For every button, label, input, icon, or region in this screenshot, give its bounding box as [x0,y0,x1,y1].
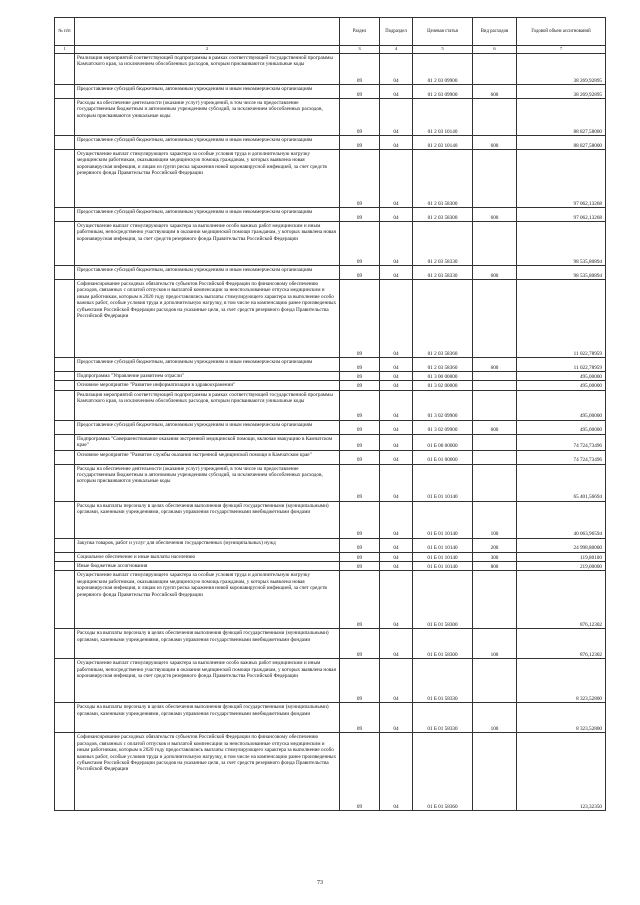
row-name-cell: Софинансирование расходных обязательств субъектов Российской Федерации по финансовому обеспечению расходов, связанных с оплатой отпусков и выплатой компенсации за неиспользованные отпуска медицинским и иным работникам, которым в 2020 году предоставлялись выплаты стимулирующего характера за выполнение особо важных работ, особые условия труда и дополнительную нагрузку, в том числе на компенсацию ранее произведенных субъектами Российской Федерации расходов на указанные цели, за счет средств резервного фонда Правительства Российской Федерации [75,280,340,358]
row-target-article-cell: 01 Б 01 58330 [413,703,473,733]
row-section-cell: 09 [340,450,380,464]
row-amount-cell: 8 323,52800 [517,703,606,733]
row-target-article-cell: 01 Б 01 58330 [413,659,473,703]
row-amount-cell: 38 269,92895 [517,54,606,85]
row-subsection-cell: 04 [380,538,413,552]
row-amount-cell: 97 062,13268 [517,208,606,222]
col-number-7: 7 [517,46,606,54]
row-number-cell [55,733,75,811]
row-section-cell: 09 [340,464,380,501]
col-header-target-article: Целевая статья [413,18,473,46]
row-amount-cell: 495,00000 [517,390,606,420]
row-name-cell: Предоставление субсидий бюджетным, автономным учреждениям и иным некоммерческим организациям [75,358,340,372]
row-target-article-cell: 01 2 03 09900 [413,54,473,85]
row-amount-cell: 38 269,92895 [517,85,606,99]
row-section-cell: 09 [340,372,380,381]
row-subsection-cell: 04 [380,280,413,358]
row-number-cell [55,420,75,434]
row-number-cell [55,54,75,85]
row-amount-cell: 876,12302 [517,571,606,629]
table-row [55,390,606,420]
row-name-cell: Предоставление субсидий бюджетным, автономным учреждениям и иным некоммерческим организациям [75,85,340,99]
row-target-article-cell: 01 Б 01 10140 [413,552,473,561]
row-target-article-cell: 01 2 03 58360 [413,280,473,358]
row-name-cell: Осуществление выплат стимулирующего характера за особые условия труда и дополнительную нагрузку медицинским работникам, оказывающим медицинскую помощь гражданам, у которых выявлена новая коронавирусная инфекция, и лицам из групп риска заражения новой коронавирусной инфекцией, за счет средств резервного фонда Правительства Российской Федерации [75,571,340,629]
row-expense-type-cell: 600 [473,85,517,99]
row-subsection-cell: 04 [380,390,413,420]
row-number-cell [55,150,75,208]
col-number-3: 3 [340,46,380,54]
row-subsection-cell: 04 [380,136,413,150]
row-amount-cell: 65 401,56694 [517,464,606,501]
row-name-cell: Осуществление выплат стимулирующего характера за выполнение особо важных работ медицинским и иным работникам, непосредственно участвующим в оказании медицинской помощи гражданам, у которых выявлена новая коронавирусная инфекция, за счет средств резервного фонда Правительства Российской Федерации [75,659,340,703]
col-header-name [75,18,340,46]
col-number-1: 1 [55,46,75,54]
row-number-cell [55,562,75,571]
table-row [55,381,606,390]
row-name-cell: Расходы на обеспечение деятельности (оказание услуг) учреждений, в том числе на предоставление государственным бюджетным и автономным учреждениям субсидий, за исключением обособленных расходов, которым присваиваются уникальные коды [75,99,340,136]
table-row [55,420,606,434]
row-section-cell: 09 [340,136,380,150]
row-target-article-cell: 01 2 03 10140 [413,99,473,136]
row-subsection-cell: 04 [380,208,413,222]
row-amount-cell: 495,00000 [517,381,606,390]
table-row [55,136,606,150]
row-subsection-cell: 04 [380,150,413,208]
row-section-cell: 09 [340,99,380,136]
row-target-article-cell: 01 Б 01 00000 [413,450,473,464]
table-row [55,552,606,561]
row-subsection-cell: 04 [380,85,413,99]
row-expense-type-cell: 600 [473,208,517,222]
header-row [55,18,606,46]
row-subsection-cell: 04 [380,629,413,659]
table-row [55,450,606,464]
col-number-4: 4 [380,46,413,54]
row-number-cell [55,358,75,372]
row-section-cell: 09 [340,629,380,659]
row-section-cell: 09 [340,358,380,372]
row-number-cell [55,372,75,381]
row-amount-cell: 74 724,73496 [517,450,606,464]
row-subsection-cell: 04 [380,266,413,280]
row-section-cell: 09 [340,390,380,420]
table-row [55,571,606,629]
row-target-article-cell: 01 Б 01 10140 [413,501,473,538]
row-target-article-cell: 01 2 03 58360 [413,358,473,372]
row-amount-cell: 123,32350 [517,733,606,811]
row-expense-type-cell: 200 [473,538,517,552]
row-section-cell: 09 [340,501,380,538]
row-number-cell [55,136,75,150]
row-expense-type-cell [473,659,517,703]
row-amount-cell: 219,00000 [517,562,606,571]
row-expense-type-cell: 600 [473,136,517,150]
row-subsection-cell: 04 [380,450,413,464]
row-name-cell: Иные бюджетные ассигнования [75,562,340,571]
row-name-cell: Расходы на выплаты персоналу в целях обеспечения выполнения функций государственными (муниципальными) органами, казенными учреждениями, органами управления государственными внебюджетными фондами [75,703,340,733]
row-expense-type-cell: 100 [473,501,517,538]
table-row [55,733,606,811]
row-section-cell: 09 [340,208,380,222]
row-number-cell [55,390,75,420]
row-target-article-cell: 01 2 03 58300 [413,150,473,208]
table-row [55,372,606,381]
row-subsection-cell: 04 [380,501,413,538]
row-expense-type-cell [473,464,517,501]
row-amount-cell: 495,00000 [517,372,606,381]
row-expense-type-cell [473,280,517,358]
row-subsection-cell: 04 [380,552,413,561]
row-number-cell [55,99,75,136]
table-row [55,562,606,571]
row-expense-type-cell [473,381,517,390]
row-name-cell: Реализация мероприятий соответствующей подпрограммы в рамках соответствующей государственной программы Камчатского края, за исключением обособленных расходов, которым присваиваются уникальные коды [75,54,340,85]
row-number-cell [55,552,75,561]
row-section-cell: 09 [340,434,380,450]
row-number-cell [55,464,75,501]
row-section-cell: 09 [340,85,380,99]
row-number-cell [55,538,75,552]
table-row [55,266,606,280]
row-name-cell: Предоставление субсидий бюджетным, автономным учреждениям и иным некоммерческим организациям [75,136,340,150]
col-number-5: 5 [413,46,473,54]
row-expense-type-cell [473,222,517,266]
row-section-cell: 09 [340,222,380,266]
row-section-cell: 09 [340,54,380,85]
col-header-expense-type: Вид расходов [473,18,517,46]
row-amount-cell: 8 323,52800 [517,659,606,703]
row-expense-type-cell [473,99,517,136]
row-number-cell [55,222,75,266]
table-row [55,434,606,450]
row-section-cell: 09 [340,150,380,208]
row-expense-type-cell: 100 [473,629,517,659]
row-expense-type-cell: 100 [473,703,517,733]
row-section-cell: 09 [340,562,380,571]
row-section-cell: 09 [340,733,380,811]
row-amount-cell: 876,12302 [517,629,606,659]
row-number-cell [55,85,75,99]
row-subsection-cell: 04 [380,434,413,450]
table-row [55,538,606,552]
row-number-cell [55,659,75,703]
row-target-article-cell: 01 Б 01 58360 [413,733,473,811]
row-expense-type-cell: 800 [473,562,517,571]
row-expense-type-cell [473,390,517,420]
row-number-cell [55,208,75,222]
row-expense-type-cell [473,150,517,208]
row-name-cell: Осуществление выплат стимулирующего характера за особые условия труда и дополнительную нагрузку медицинским работникам, оказывающим медицинскую помощь гражданам, у которых выявлена новая коронавирусная инфекция, и лицам из групп риска заражения новой коронавирусной инфекцией, за счет средств резервного фонда Правительства Российской Федерации [75,150,340,208]
row-section-cell: 09 [340,280,380,358]
row-target-article-cell: 01 3 02 09900 [413,390,473,420]
row-amount-cell: 98 535,80894 [517,266,606,280]
row-amount-cell: 74 724,73496 [517,434,606,450]
table-row [55,703,606,733]
row-amount-cell: 88 827,58000 [517,99,606,136]
row-amount-cell: 495,00000 [517,420,606,434]
row-section-cell: 09 [340,420,380,434]
row-section-cell: 09 [340,538,380,552]
row-name-cell: Подпрограмма "Совершенствование оказания экстренной медицинской помощи, включая эвакуацию в Камчатском крае" [75,434,340,450]
table-row [55,659,606,703]
row-expense-type-cell: 600 [473,266,517,280]
row-name-cell: Основное мероприятие "Развитие информатизации в здравоохранении" [75,381,340,390]
row-section-cell: 09 [340,571,380,629]
table-row [55,280,606,358]
row-target-article-cell: 01 2 03 10140 [413,136,473,150]
row-name-cell: Осуществление выплат стимулирующего характера за выполнение особо важных работ медицинским и иным работникам, непосредственно участвующим в оказании медицинской помощи гражданам, у которых выявлена новая коронавирусная инфекция, за счет средств резервного фонда Правительства Российской Федерации [75,222,340,266]
row-name-cell: Расходы на обеспечение деятельности (оказание услуг) учреждений, в том числе на предоставление государственным бюджетным и автономным учреждениям субсидий, за исключением обособленных расходов, которым присваиваются уникальные коды [75,464,340,501]
row-expense-type-cell [473,434,517,450]
col-header-subsection: Подраздел [380,18,413,46]
row-subsection-cell: 04 [380,381,413,390]
row-number-cell [55,434,75,450]
row-name-cell: Расходы на выплаты персоналу в целях обеспечения выполнения функций государственными (муниципальными) органами, казенными учреждениями, органами управления государственными внебюджетными фондами [75,501,340,538]
row-section-cell: 09 [340,552,380,561]
row-expense-type-cell [473,372,517,381]
row-subsection-cell: 04 [380,54,413,85]
row-section-cell: 09 [340,266,380,280]
page-number: 73 [317,880,323,886]
table-row [55,208,606,222]
col-number-2: 2 [75,46,340,54]
row-subsection-cell: 04 [380,733,413,811]
row-name-cell: Социальное обеспечение и иные выплаты населению [75,552,340,561]
row-target-article-cell: 01 3 02 00000 [413,381,473,390]
table-row [55,85,606,99]
table-row [55,222,606,266]
row-subsection-cell: 04 [380,571,413,629]
row-subsection-cell: 04 [380,358,413,372]
table-row [55,54,606,85]
row-number-cell [55,381,75,390]
row-target-article-cell: 01 3 02 09900 [413,420,473,434]
col-number-6: 6 [473,46,517,54]
row-target-article-cell: 01 Б 00 00000 [413,434,473,450]
row-amount-cell: 88 827,58000 [517,136,606,150]
row-name-cell: Реализация мероприятий соответствующей подпрограммы в рамках соответствующей государственной программы Камчатского края, за исключением обособленных расходов, которым присваиваются уникальные коды [75,390,340,420]
table-row [55,99,606,136]
row-name-cell: Закупка товаров, работ и услуг для обеспечения государственных (муниципальных) нужд [75,538,340,552]
row-target-article-cell: 01 2 03 58330 [413,266,473,280]
row-number-cell [55,703,75,733]
row-name-cell: Предоставление субсидий бюджетным, автономным учреждениям и иным некоммерческим организациям [75,208,340,222]
row-target-article-cell: 01 2 03 58330 [413,222,473,266]
row-section-cell: 09 [340,659,380,703]
row-amount-cell: 11 022,78959 [517,358,606,372]
table-body [55,54,606,811]
row-amount-cell: 97 062,13268 [517,150,606,208]
row-target-article-cell: 01 Б 01 10140 [413,538,473,552]
row-expense-type-cell [473,450,517,464]
row-number-cell [55,450,75,464]
row-expense-type-cell: 300 [473,552,517,561]
row-subsection-cell: 04 [380,99,413,136]
row-subsection-cell: 04 [380,562,413,571]
col-header-number: № п/п [55,18,75,46]
row-section-cell: 09 [340,703,380,733]
row-name-cell: Предоставление субсидий бюджетным, автономным учреждениям и иным некоммерческим организациям [75,266,340,280]
row-number-cell [55,501,75,538]
row-subsection-cell: 04 [380,464,413,501]
row-name-cell: Предоставление субсидий бюджетным, автономным учреждениям и иным некоммерческим организациям [75,420,340,434]
row-target-article-cell: 01 Б 01 58300 [413,571,473,629]
row-number-cell [55,280,75,358]
row-target-article-cell: 01 3 00 00000 [413,372,473,381]
row-amount-cell: 40 063,96594 [517,501,606,538]
col-header-section: Раздел [340,18,380,46]
row-amount-cell: 11 022,78959 [517,280,606,358]
row-amount-cell: 119,80100 [517,552,606,561]
budget-table [54,17,606,811]
row-subsection-cell: 04 [380,703,413,733]
col-header-annual-volume: Годовой объем ассигнований [517,18,606,46]
table-row [55,501,606,538]
column-number-row [55,46,606,54]
row-number-cell [55,629,75,659]
row-name-cell: Подпрограмма "Управление развитием отрасли" [75,372,340,381]
row-expense-type-cell: 600 [473,358,517,372]
row-name-cell: Основное мероприятие "Развитие службы оказания экстренной медицинской помощи в Камчатском крае" [75,450,340,464]
row-name-cell: Софинансирование расходных обязательств субъектов Российской Федерации по финансовому обеспечению расходов, связанных с оплатой отпусков и выплатой компенсации за неиспользованные отпуска медицинским и иным работникам, которым в 2020 году предоставлялись выплаты стимулирующего характера за выполнение особо важных работ, особые условия труда и дополнительную нагрузку, в том числе на компенсацию ранее произведенных субъектами Российской Федерации расходов на указанные цели, за счет средств резервного фонда Правительства Российской Федерации [75,733,340,811]
row-target-article-cell: 01 2 03 58300 [413,208,473,222]
row-name-cell: Расходы на выплаты персоналу в целях обеспечения выполнения функций государственными (муниципальными) органами, казенными учреждениями, органами управления государственными внебюджетными фондами [75,629,340,659]
row-expense-type-cell [473,733,517,811]
row-target-article-cell: 01 Б 01 10140 [413,562,473,571]
row-expense-type-cell [473,54,517,85]
row-subsection-cell: 04 [380,659,413,703]
row-expense-type-cell [473,571,517,629]
row-amount-cell: 24 998,80000 [517,538,606,552]
row-expense-type-cell: 600 [473,420,517,434]
table-row [55,464,606,501]
row-number-cell [55,266,75,280]
row-subsection-cell: 04 [380,420,413,434]
row-target-article-cell: 01 2 03 09900 [413,85,473,99]
table-row [55,150,606,208]
row-target-article-cell: 01 Б 01 58300 [413,629,473,659]
table-row [55,629,606,659]
row-subsection-cell: 04 [380,222,413,266]
table-row [55,358,606,372]
row-number-cell [55,571,75,629]
row-target-article-cell: 01 Б 01 10140 [413,464,473,501]
row-amount-cell: 98 535,80894 [517,222,606,266]
row-subsection-cell: 04 [380,372,413,381]
row-section-cell: 09 [340,381,380,390]
